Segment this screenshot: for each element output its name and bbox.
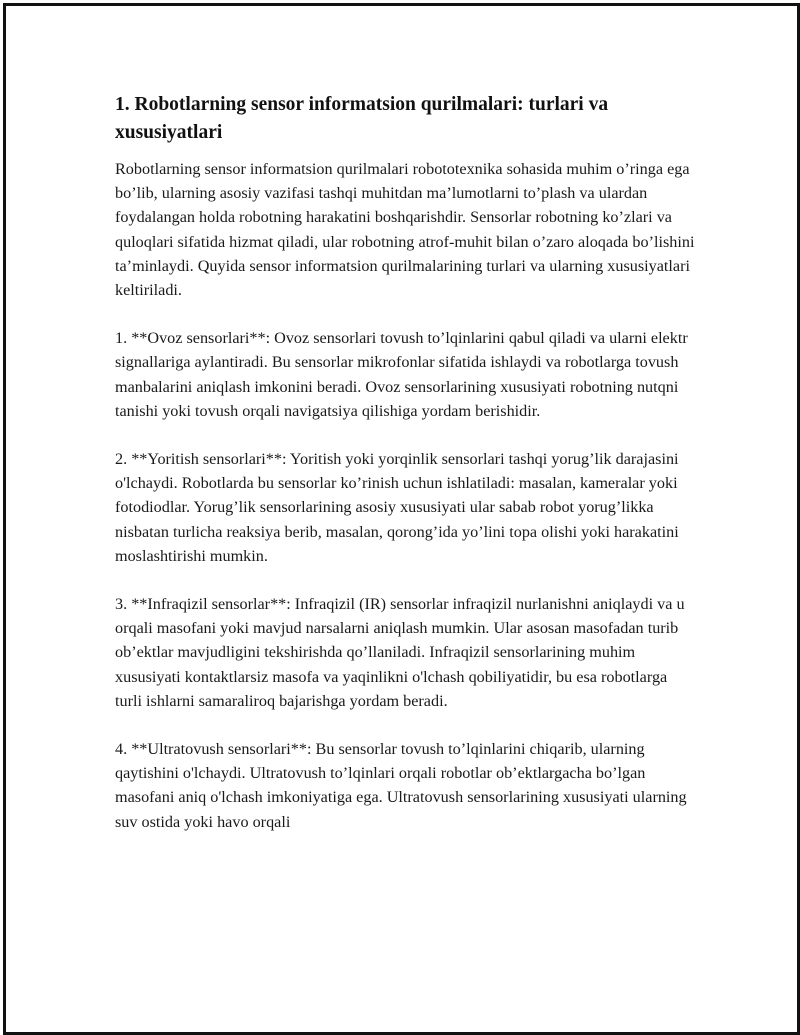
sound-sensors-paragraph: 1. **Ovoz sensorlari**: Ovoz sensorlari tovush to’lqinlarini qabul qiladi va ularni elektr signallariga aylantiradi. Bu sensorlar mikrofonlar sifatida ishlaydi va robotlarga tovush manbalarini aniqlash imkonini beradi. Ovoz sensorlarining xususiyati robotning nutqni tanishi yoki tovush orqali navigatsiya qilishiga yordam berishidir. xyxy=(115,329,688,420)
document-title: 1. Robotlarning sensor informatsion qurilmalari: turlari va xususiyatlari xyxy=(115,94,609,143)
infrared-sensors-paragraph: 3. **Infraqizil sensorlar**: Infraqizil (IR) sensorlar infraqizil nurlanishni aniqlaydi va u orqali masofani yoki mavjud narsalarni aniqlash mumkin. Ular asosan masofadan turib ob’ektlar mavjudligini tekshirishda qo’llaniladi. Infraqizil sensorlarining muhim xususiyati kontaktlarsiz masofa va yaqinlikni o'lchash qobiliyatidir, bu esa robotlarga turli ishlarni samaraliroq bajarishga yordam beradi. xyxy=(115,595,685,710)
light-sensors-paragraph: 2. **Yoritish sensorlari**: Yoritish yoki yorqinlik sensorlari tashqi yorug’lik darajasini o'lchaydi. Robotlarda bu sensorlar ko’rinish uchun ishlatiladi: masalan, kameralar yoki fotodiodlar. Yorug’lik sensorlarining asosiy xususiyati ular sabab robot yorug’likka nisbatan turlicha reaksiya berib, masalan, qorong’ida yo’lini topa olishi yoki harakatini moslashtirishi mumkin. xyxy=(115,450,679,565)
intro-paragraph: Robotlarning sensor informatsion qurilmalari robototexnika sohasida muhim o’ringa ega bo’lib, ularning asosiy vazifasi tashqi muhitdan ma’lumotlarni to’plash va ulardan foydalangan holda robotning harakatini boshqarishdir. Sensorlar robotning ko’zlari va quloqlari sifatida hizmat qiladi, ular robotning atrof-muhit bilan o’zaro aloqada bo’lishini ta’minlaydi. Quyida sensor informatsion qurilmalarining turlari va ularning xususiyatlari keltiriladi. xyxy=(115,160,695,300)
document-body xyxy=(115,91,695,858)
ultrasonic-sensors-paragraph: 4. **Ultratovush sensorlari**: Bu sensorlar tovush to’lqinlarini chiqarib, ularning qaytishini o'lchaydi. Ultratovush to’lqinlari orqali robotlar ob’ektlargacha bo’lgan masofani aniq o'lchash imkoniyatiga ega. Ultratovush sensorlarining xususiyati ularning suv ostida yoki havo orqali xyxy=(115,740,687,831)
